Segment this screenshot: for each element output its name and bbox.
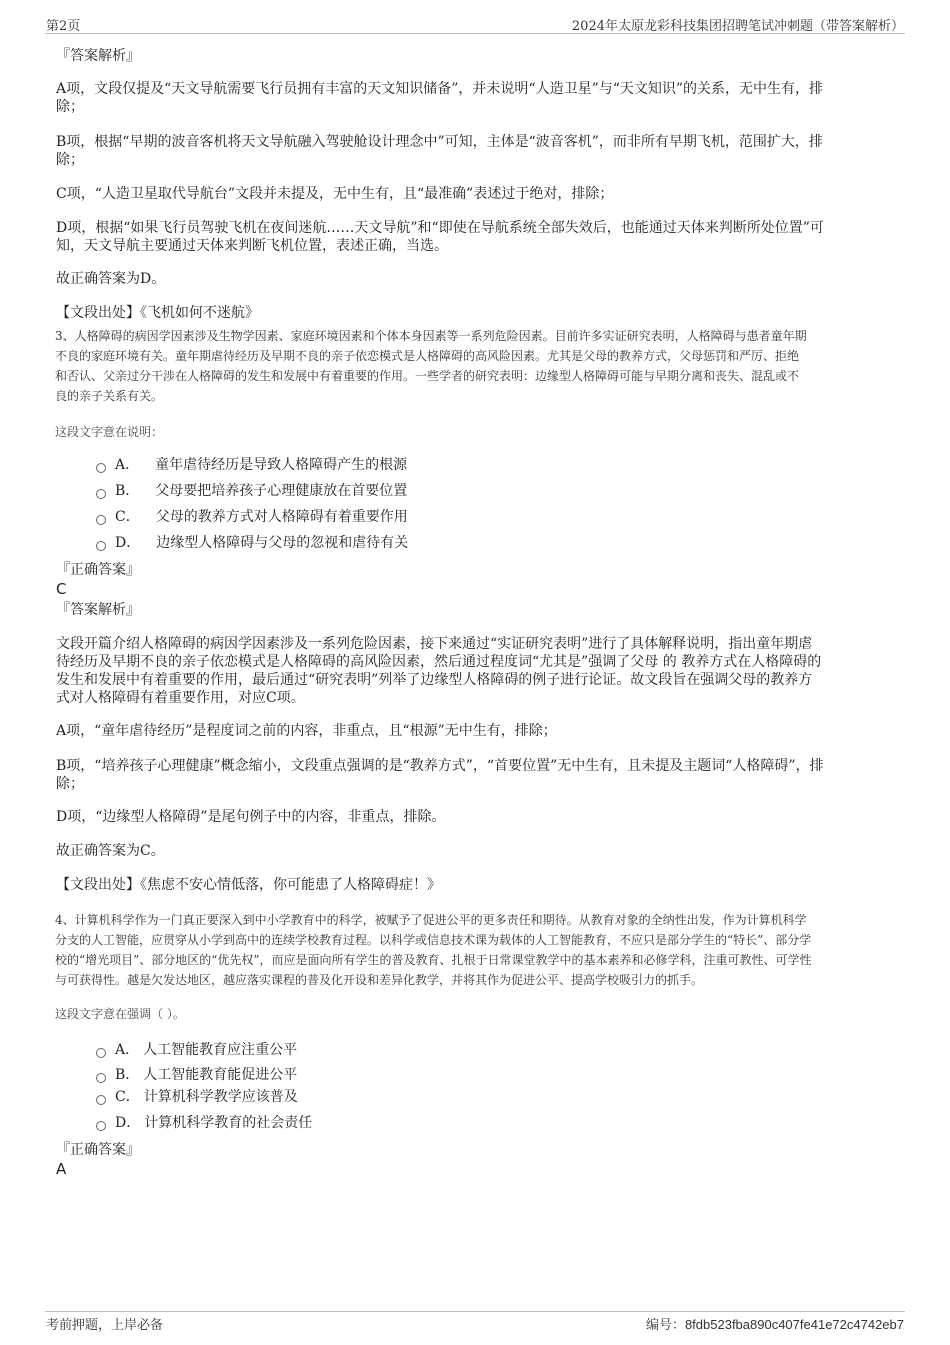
question-4-prompt: 这段文字意在强调（ ）。 [55, 1007, 185, 1021]
analysis-item-a: A项，“童年虐待经历”是程度词之前的内容，非重点，且“根源”无中生有，排除； [56, 723, 557, 739]
page-number: 第2页 [46, 19, 81, 34]
radio-icon[interactable] [96, 541, 106, 551]
option-d[interactable]: D． 计算机科学教育的社会责任 [96, 1114, 312, 1132]
question-3-stem: 3、人格障碍的病因学因素涉及生物学因素、家庭环境因素和个体本身因素等一系列危险因素。目前许多实证研究表明，人格障碍与患者童年期 不良的家庭环境有关。童年期虐待经历及早期不良的亲子依恋模式是人格障碍的高风险因素。尤其是父母的教养方式，父母惩罚和严厉、拒绝 和否认、父亲过分干涉在人格障碍的发生和发展中有着重要的作用。一些学者的研究表明：边缘型人格障碍可能与早期分离和丧失、混乱或不 良的亲子关系有关。 [55, 329, 807, 403]
radio-icon[interactable] [96, 489, 106, 499]
document-code [646, 1314, 904, 1333]
question-4-stem: 4、计算机科学作为一门真正要深入到中小学教育中的科学，被赋予了促进公平的更多责任和期待。从教育对象的全纳性出发，作为计算机科学 分支的人工智能，应贯穿从小学到高中的连续学校教育过程。以科学或信息技术课为载体的人工智能教育，不应只是部分学生的“特长”、部分学 校的“增光项目”、部分地区的“优先权”，而应是面向所有学生的普及教育、扎根于日常课堂教学中的基本素养和必修学科，注重可教性、可学性 与可获得性。越是欠发达地区，越应落实课程的普及化开设和差异化教学，并将其作为促进公平、提高学校吸引力的抓手。 [55, 913, 812, 987]
option-b[interactable]: B． 父母要把培养孩子心理健康放在首要位置 [96, 482, 407, 500]
conclusion: 故正确答案为D。 [56, 271, 166, 287]
source: 【文段出处】《飞机如何不迷航》 [56, 305, 259, 321]
option-d[interactable]: D． 边缘型人格障碍与父母的忽视和虐待有关 [96, 534, 408, 552]
analysis-label: 『答案解析』 [56, 602, 140, 618]
radio-icon[interactable] [96, 1121, 106, 1131]
analysis-item-b: B项，“培养孩子心理健康”概念缩小，文段重点强调的是“教养方式”，“首要位置”无中生有，且未提及主题词“人格障碍”，排 [56, 758, 824, 774]
analysis-body-4: 式对人格障碍有着重要作用，对应C项。 [56, 690, 305, 706]
analysis-label: 『答案解析』 [56, 48, 140, 64]
option-c[interactable]: C． 计算机科学教学应该普及 [96, 1088, 298, 1106]
analysis-item-a: A项，文段仅提及“天文导航需要飞行员拥有丰富的天文知识储备”，并未说明“人造卫星”与“天文知识”的关系，无中生有，排 [56, 81, 824, 97]
footer-slogan: 考前押题，上岸必备 [46, 1318, 164, 1333]
header-divider [45, 33, 905, 34]
option-a[interactable]: A． 人工智能教育应注重公平 [96, 1041, 297, 1059]
radio-icon[interactable] [96, 515, 106, 525]
correct-answer-label: 『正确答案』 [56, 1142, 140, 1158]
analysis-item-b-cont: 除； [56, 152, 84, 168]
correct-answer: A [56, 1160, 67, 1178]
document-title: 2024年太原龙彩科技集团招聘笔试冲刺题（带答案解析） [571, 19, 904, 34]
analysis-item-a-cont: 除； [56, 99, 84, 115]
analysis-item-d: D项，根据“如果飞行员驾驶飞机在夜间迷航……天文导航”和“即使在导航系统全部失效后，也能通过天体来判断所处位置”可 [56, 220, 824, 236]
analysis-item-b-cont: 除； [56, 776, 84, 792]
radio-icon[interactable] [96, 463, 106, 473]
document-code-value: 8fdb523fba890c407fe41e72c4742eb7 [684, 1317, 904, 1332]
conclusion: 故正确答案为C。 [56, 843, 165, 859]
analysis-item-d: D项，“边缘型人格障碍”是尾句例子中的内容，非重点，排除。 [56, 809, 446, 825]
analysis-item-b: B项，根据“早期的波音客机将天文导航融入驾驶舱设计理念中”可知，主体是“波音客机”，而非所有早期飞机，范围扩大，排 [56, 134, 823, 150]
radio-icon[interactable] [96, 1095, 106, 1105]
analysis-item-c: C项，“人造卫星取代导航台”文段并未提及，无中生有，且“最准确”表述过于绝对，排除； [56, 186, 614, 202]
analysis-item-d-cont: 知，天文导航主要通过天体来判断飞机位置，表述正确，当选。 [56, 238, 448, 254]
source: 【文段出处】《焦虑不安心情低落，你可能患了人格障碍症！》 [56, 877, 441, 893]
question-3-prompt: 这段文字意在说明： [55, 425, 164, 439]
footer-divider [45, 1311, 905, 1312]
option-a[interactable]: A． 童年虐待经历是导致人格障碍产生的根源 [96, 456, 407, 474]
document-code-label: 编号： [645, 1318, 685, 1333]
option-c[interactable]: C． 父母的教养方式对人格障碍有着重要作用 [96, 508, 408, 526]
radio-icon[interactable] [96, 1073, 106, 1083]
option-b[interactable]: B． 人工智能教育能促进公平 [96, 1066, 297, 1084]
analysis-body-3: 发生和发展中有着重要的作用，最后通过“研究表明”列举了边缘型人格障碍的例子进行论证。故文段旨在强调父母的教养方 [56, 672, 813, 688]
analysis-body-2: 待经历及早期不良的亲子依恋模式是人格障碍的高风险因素，然后通过程度词“尤其是”强调了父母 的 教养方式在人格障碍的 [56, 654, 822, 670]
analysis-body: 文段开篇介绍人格障碍的病因学因素涉及一系列危险因素，接下来通过“实证研究表明”进行了具体解释说明，指出童年期虐 [56, 636, 813, 652]
correct-answer: C [56, 580, 67, 598]
radio-icon[interactable] [96, 1048, 106, 1058]
correct-answer-label: 『正确答案』 [56, 562, 140, 578]
